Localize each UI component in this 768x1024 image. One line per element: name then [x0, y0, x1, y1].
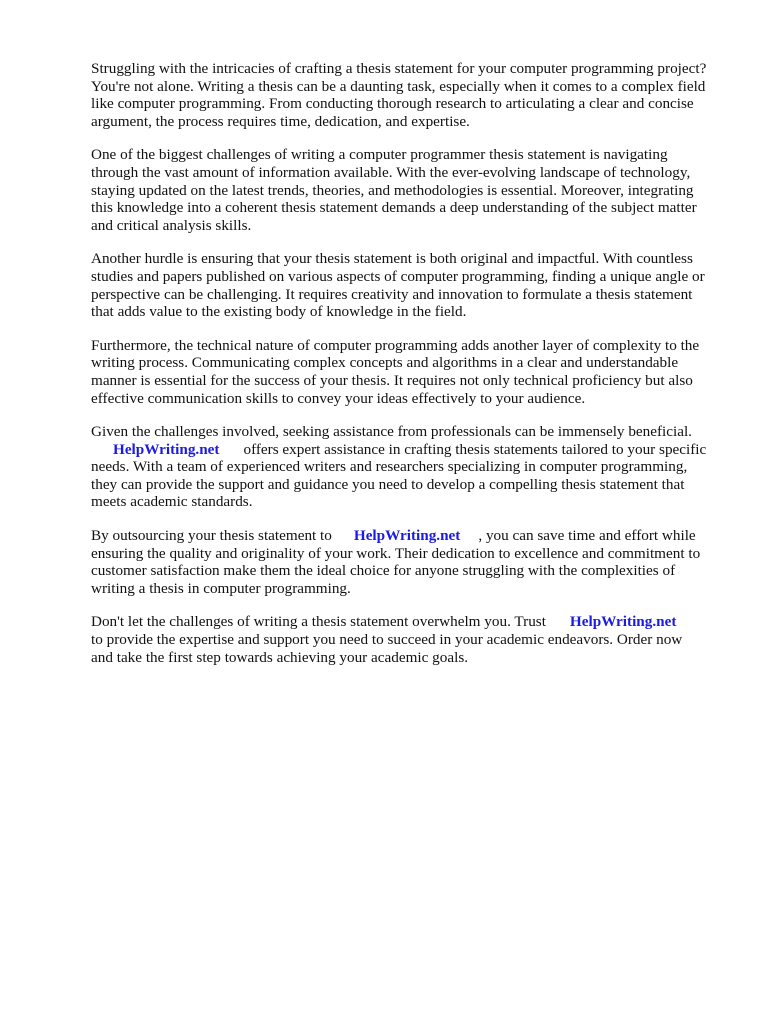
text-line: One of the biggest challenges of writing a computer programmer thesis statement is navigating: [91, 146, 668, 164]
document-body: [91, 60, 731, 682]
text-line: Furthermore, the technical nature of computer programming adds another layer of complexity to the: [91, 336, 700, 354]
text-line: that adds value to the existing body of knowledge in the field.: [91, 303, 467, 321]
text-line: Given the challenges involved, seeking assistance from professionals can be immensely beneficial.: [91, 423, 692, 441]
text-line: they can provide the support and guidance you need to develop a compelling thesis statement that: [91, 475, 685, 493]
paragraph-outsourcing: [91, 527, 731, 597]
text-line: needs. With a team of experienced writers and researchers specializing in computer programming,: [91, 458, 688, 476]
paragraph-originality: [91, 250, 731, 320]
text-line: manner is essential for the success of your thesis. It requires not only technical proficiency but also: [91, 371, 693, 389]
helpwriting-link[interactable]: HelpWriting.net: [353, 527, 461, 545]
helpwriting-link[interactable]: HelpWriting.net: [569, 613, 677, 631]
text-line: writing process. Communicating complex concepts and algorithms in a clear and understandable: [91, 354, 679, 372]
text-line: Struggling with the intricacies of crafting a thesis statement for your computer programming project?: [91, 60, 707, 77]
paragraph-technical: [91, 337, 731, 407]
text-segment: , you can save time and effort while: [478, 527, 696, 545]
text-line: writing a thesis in computer programming.: [91, 579, 351, 597]
text-line: this knowledge into a coherent thesis statement demands a deep understanding of the subject matter: [91, 199, 697, 217]
text-line: [91, 613, 731, 631]
text-line: through the vast amount of information available. With the ever-evolving landscape of technology,: [91, 163, 691, 181]
text-line: Another hurdle is ensuring that your thesis statement is both original and impactful. With countless: [91, 250, 693, 268]
paragraph-intro: [91, 60, 731, 130]
text-line: [91, 441, 731, 459]
text-line: perspective can be challenging. It requires creativity and innovation to formulate a thesis statement: [91, 285, 693, 303]
text-line: effective communication skills to convey your ideas effectively to your audience.: [91, 389, 586, 407]
text-line: ensuring the quality and originality of your work. Their dedication to excellence and commitment to: [91, 544, 701, 562]
paragraph-assistance: [91, 423, 731, 511]
text-line: meets academic standards.: [91, 493, 253, 511]
text-line: staying updated on the latest trends, theories, and methodologies is essential. Moreover, integrating: [91, 181, 694, 199]
text-line: to provide the expertise and support you need to succeed in your academic endeavors. Order now: [91, 631, 683, 649]
text-line: and take the first step towards achieving your academic goals.: [91, 648, 469, 666]
text-segment: Don't let the challenges of writing a thesis statement overwhelm you. Trust: [91, 613, 546, 631]
paragraph-challenges: [91, 146, 731, 234]
text-segment: By outsourcing your thesis statement to: [91, 527, 332, 545]
text-line: and critical analysis skills.: [91, 216, 252, 234]
paragraph-closing: [91, 613, 731, 666]
text-line: You're not alone. Writing a thesis can be a daunting task, especially when it comes to a complex field: [91, 77, 706, 95]
text-line: customer satisfaction make them the ideal choice for anyone struggling with the complexities of: [91, 562, 676, 580]
text-line: argument, the process requires time, dedication, and expertise.: [91, 112, 470, 130]
text-segment: offers expert assistance in crafting thesis statements tailored to your specific: [243, 440, 707, 458]
text-line: [91, 527, 731, 545]
helpwriting-link[interactable]: HelpWriting.net: [113, 440, 220, 458]
text-line: studies and papers published on various aspects of computer programming, finding a unique angle or: [91, 267, 705, 285]
text-line: like computer programming. From conducting thorough research to articulating a clear and concise: [91, 95, 694, 113]
